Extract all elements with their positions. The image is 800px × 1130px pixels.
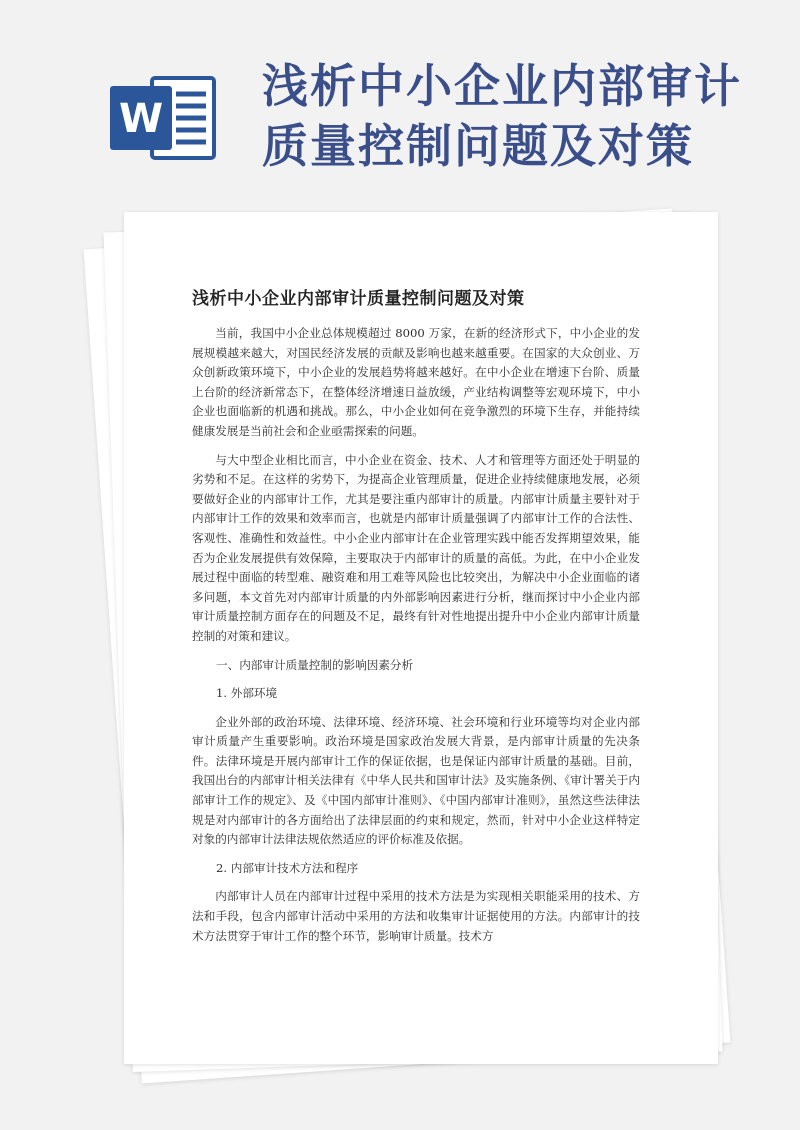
document-title: 浅析中小企业内部审计质量控制问题及对策 [192, 289, 525, 309]
word-icon-letter: W [118, 96, 164, 142]
banner-title-line1: 浅析中小企业内部审计 [262, 59, 742, 113]
subsection-heading-1: 1. 外部环境 [216, 686, 278, 701]
banner-title [262, 56, 782, 176]
banner [0, 0, 800, 200]
section-heading-1: 一、内部审计质量控制的影响因素分析 [216, 657, 414, 672]
word-document-icon [108, 72, 220, 164]
paragraph-1: 当前，我国中小企业总体规模超过 8000 万家，在新的经济形式下，中小企业的发展规模越来越大，对国民经济发展的贡献及影响也越来越重要。在国家的大众创业、万众创新政策环境下，中小企业的发展趋势将越来越好。在中小企业在增速下台阶、质量上台阶的经济新常态下，在整体经济增速日益放缓，产业结构调整等宏观环境下，中小企业也面临新的机遇和挑战。那么，中小企业如何在竞争激烈的环境下生存，并能持续健康发展是当前社会和企业亟需探索的问题。 [192, 326, 640, 438]
paragraph-2: 与大中型企业相比而言，中小企业在资金、技术、人才和管理等方面还处于明显的劣势和不足。在这样的劣势下，为提高企业管理质量，促进企业持续健康地发展，必须要做好企业的内部审计工作，尤其是要注重内部审计的质量。内部审计质量主要针对于内部审计工作的效果和效率而言，也就是内部审计质量强调了内部审计工作的合法性、客观性、准确性和效益性。中小企业内部审计在企业管理实践中能否发挥期望效果，能否为企业发展提供有效保障，主要取决于内部审计的质量的高低。为此，在中小企业发展过程中面临的转型难、融资难和用工难等风险也比较突出，为解决中小企业面临的诸多问题，本文首先对内部审计质量的内外部影响因素进行分析，继而探讨中小企业内部审计质量控制方面存在的问题及不足，最终有针对性地提出提升中小企业内部审计质量控制的对策和建议。 [192, 452, 640, 643]
document-body [192, 324, 640, 955]
paragraph-4: 内部审计人员在内部审计过程中采用的技术方法是为实现相关职能采用的技术、方法和手段，包含内部审计活动中采用的方法和收集审计证据使用的方法。内部审计的技术方法贯穿于审计工作的整个环节，影响审计质量。技术方 [192, 889, 640, 943]
subsection-heading-2: 2. 内部审计技术方法和程序 [216, 860, 359, 875]
banner-title-line2: 质量控制问题及对策 [262, 119, 694, 173]
paragraph-3: 企业外部的政治环境、法律环境、经济环境、社会环境和行业环境等均对企业内部审计质量产生重要影响。政治环境是国家政治发展大背景，是内部审计质量的先决条件。法律环境是开展内部审计工作的保证依据，也是保证内部审计质量的基础。目前，我国出台的内部审计相关法律有《中华人民共和国审计法》及实施条例、《审计署关于内部审计工作的规定》、及《中国内部审计准则》、《中国内部审计准则》，虽然这些法律法规是对内部审计的各方面给出了法律层面的约束和规定，然而，针对中小企业这样特定对象的内部审计法律法规依然适应的评价标准及依据。 [192, 714, 640, 847]
